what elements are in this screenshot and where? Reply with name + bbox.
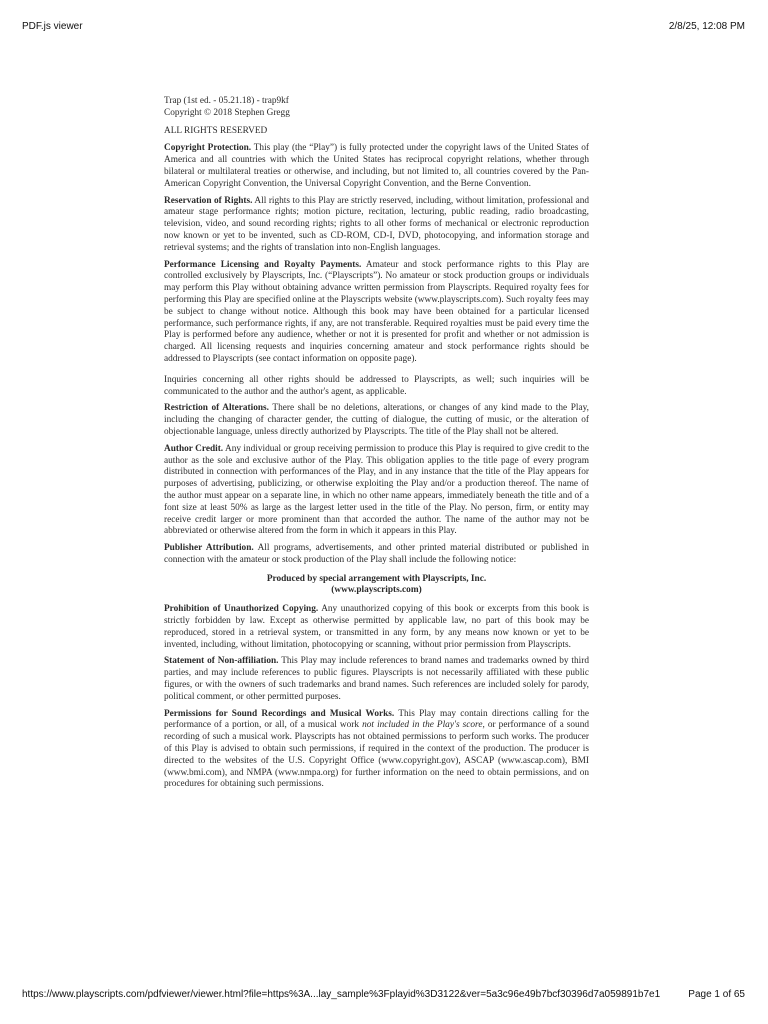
section-body-italic: not included in the Play's score bbox=[362, 720, 483, 731]
all-rights-reserved: ALL RIGHTS RESERVED bbox=[164, 125, 268, 136]
performance-licensing-section bbox=[164, 260, 589, 366]
required-notice bbox=[164, 574, 589, 598]
notice-url: (www.playscripts.com) bbox=[331, 585, 422, 596]
section-heading: Permissions for Sound Recordings and Musical Works. bbox=[164, 708, 395, 719]
non-affiliation-section bbox=[164, 656, 589, 703]
prohibition-section bbox=[164, 604, 589, 651]
section-heading: Performance Licensing and Royalty Payments. bbox=[164, 259, 362, 270]
section-body: Any unauthorized copying of this book or excerpts from this book is strictly forbidden by law. Except as otherwise permitted by applicable law, no part of this book may be reproduced, stored in a retrieval system, or transmitted in any form, by any means now known or yet to be invented, including, without limitation, photocopying or scanning, without prior permission from Playscripts. bbox=[164, 604, 589, 650]
section-body: Amateur and stock performance rights to this Play are controlled exclusively by Playscripts, Inc. (“Playscripts”). No amateur or stock production groups or individuals may perform this Play without obtaining advance written permission from Playscripts. Required royalty fees for performing this Play are specified online at the Playscripts website (www.playscripts.com). Such royalty fees may be subject to change without notice. Although this book may have been obtained for a particular licensed performance, such performance rights, if any, are not transferable. Required royalties must be paid every time the Play is performed before any audience, whether or not it is presented for profit and whether or not admission is charged. All licensing requests and inquiries concerning amateur and stock performance rights should be addressed to Playscripts (see contact information on opposite page). bbox=[164, 259, 589, 364]
author-credit-section bbox=[164, 444, 589, 538]
inquiries-paragraph: Inquiries concerning all other rights should be addressed to Playscripts, as well; such inquiries will be communicated to the author and the author's agent, as applicable. bbox=[164, 374, 589, 397]
page-url: https://www.playscripts.com/pdfviewer/viewer.html?file=https%3A...lay_sample%3Fplayid%3D3122&ver=5a3c96e49b7bcf30396d7a059891b7e1 bbox=[22, 989, 661, 1000]
browser-title: PDF.js viewer bbox=[22, 21, 83, 32]
section-body: This Play may contain directions calling for the performance of a portion, or all, of a musical work bbox=[164, 708, 589, 731]
publisher-attribution-section bbox=[164, 543, 589, 567]
restriction-of-alterations-section bbox=[164, 403, 589, 438]
section-heading: Copyright Protection. bbox=[164, 143, 252, 154]
section-heading: Author Credit. bbox=[164, 443, 224, 454]
section-body: Any individual or group receiving permission to produce this Play is required to give credit to the author as the sole and exclusive author of the Play. This obligation applies to the title page of every program distributed in connection with performances of the Play, and in any instance that the title of the Play appears for purposes of advertising, publicizing, or otherwise exploiting the Play and/or a production thereof. The name of the author must appear on a separate line, in which no other name appears, immediately beneath the title and of a font size at least 50% as large as the largest letter used in the title of the Play. No person, firm, or entity may receive credit larger or more prominent than that accorded the author. The name of the author may not be abbreviated or otherwise altered from the form in which it appears in this Play. bbox=[164, 443, 589, 537]
section-body: All rights to this Play are strictly reserved, including, without limitation, professional and amateur stage performance rights; motion picture, recitation, lecturing, public reading, radio broadcasting, television, video, and sound recording rights; rights to all other forms of mechanical or electronic reproduction now known or yet to be invented, such as CD-ROM, CD-I, DVD, photocopying, and information storage and retrieval systems; and the rights of translation into non-English languages. bbox=[164, 195, 589, 253]
section-body: All programs, advertisements, and other printed material distributed or published in connection with the amateur or stock production of the Play shall include the following notice: bbox=[164, 543, 590, 565]
edition-line: Trap (1st ed. - 05.21.18) - trap9kf bbox=[164, 96, 289, 106]
section-heading: Publisher Attribution. bbox=[164, 543, 254, 554]
copyright-protection-section bbox=[164, 143, 589, 190]
section-body: This play (the “Play”) is fully protected under the copyright laws of the United States of America and all countries with which the United States has reciprocal copyright relations, whether through bilateral or multilateral treaties or otherwise, and including, but not limited to, all countries covered by the Pan-American Copyright Convention, the Universal Copyright Convention, and the Berne Convention. bbox=[164, 143, 589, 189]
section-heading: Prohibition of Unauthorized Copying. bbox=[164, 604, 319, 615]
notice-line: Produced by special arrangement with Playscripts, Inc. bbox=[266, 573, 487, 584]
section-body: This Play may include references to brand names and trademarks owned by third parties, and may include references to public figures. Playscripts is not necessarily affiliated with these public figures, or with the owners of such trademarks and brand names. Such references are included solely for parody, political comment, or other permitted purposes. bbox=[164, 656, 589, 702]
section-heading: Statement of Non-affiliation. bbox=[164, 656, 279, 667]
copyright-line: Copyright © 2018 Stephen Gregg bbox=[164, 107, 290, 118]
reservation-of-rights-section bbox=[164, 196, 589, 255]
section-body: , or performance of a sound recording of such a musical work. Playscripts has not obtained permissions to perform such works. The producer of this Play is advised to obtain such permissions, if required in the context of the production. The producer is directed to the websites of the U.S. Copyright Office (www.copyright.gov), ASCAP (www.ascap.com), BMI (www.bmi.com), and NMPA (www.nmpa.org) for further information on the need to obtain permissions, and on procedures for obtaining such permissions. bbox=[164, 720, 589, 790]
section-body: There shall be no deletions, alterations, or changes of any kind made to the Play, including the changing of character gender, the cutting of dialogue, the cutting of music, or the alteration of objectionable language, unless directly authorized by Playscripts. The title of the Play shall not be altered. bbox=[164, 403, 589, 437]
permissions-section bbox=[164, 709, 589, 792]
document-page bbox=[164, 96, 589, 796]
page-indicator: Page 1 of 65 bbox=[688, 989, 745, 1000]
section-heading: Restriction of Alterations. bbox=[164, 403, 269, 414]
section-heading: Reservation of Rights. bbox=[164, 195, 253, 206]
print-datetime: 2/8/25, 12:08 PM bbox=[668, 21, 745, 32]
